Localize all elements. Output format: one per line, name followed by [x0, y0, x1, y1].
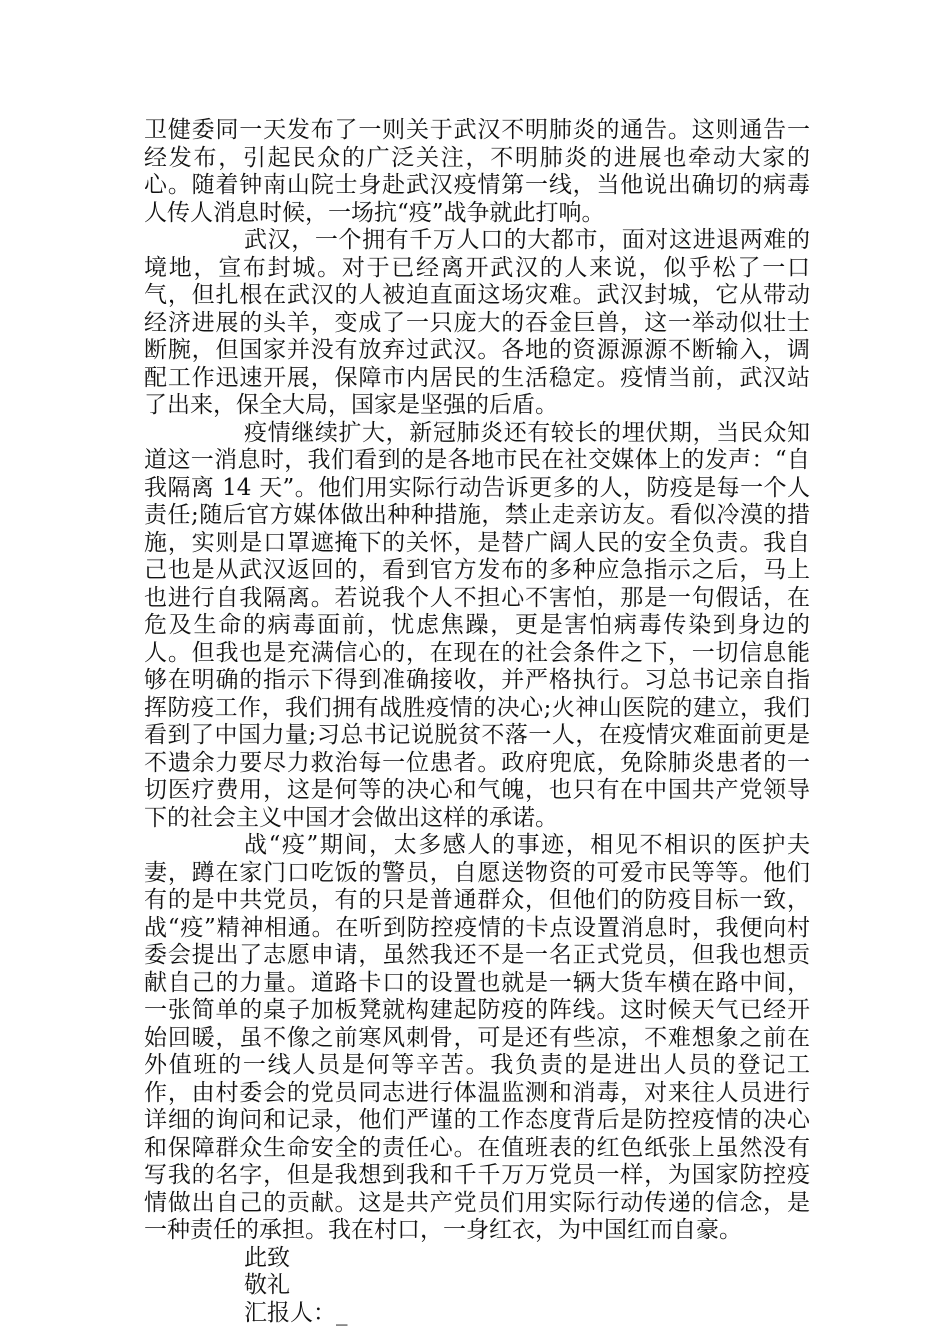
salutation-ci-zhi: 此致 [244, 1244, 290, 1271]
document-body [144, 117, 810, 1327]
paragraph-3: 疫情继续扩大，新冠肺炎还有较长的埋伏期，当民众知道这一消息时，我们看到的是各地市民在社交媒体上的发声：“自我隔离 14 天”。他们用实际行动告诉更多的人，防疫是每一个人责任;随后官方媒体做出种种措施，禁止走亲访友。看似冷漠的措施，实则是口罩遮掩下的关怀，是替广阔人民的安全负责。我自己也是从武汉返回的，看到官方发布的多种应急指示之后，马上也进行自我隔离。若说我个人不担心不害怕，那是一句假话，在危及生命的病毒面前，忧虑焦躁，更是害怕病毒传染到身边的人。但我也是充满信心的，在现在的社会条件之下，一切信息能够在明确的指示下得到准确接收，并严格执行。习总书记亲自指挥防疫工作，我们拥有战胜疫情的决心;火神山医院的建立，我们看到了中国力量;习总书记说脱贫不落一人，在疫情灾难面前更是不遗余力要尽力救治每一位患者。政府兜底，免除肺炎患者的一切医疗费用，这是何等的决心和气魄，也只有在中国共产党领导下的社会主义中国才会做出这样的承诺。 [144, 419, 810, 831]
paragraph-2: 武汉，一个拥有千万人口的大都市，面对这进退两难的境地，宣布封城。对于已经离开武汉的人来说，似乎松了一口气，但扎根在武汉的人被迫直面这场灾难。武汉封城，它从带动经济进展的头羊，变成了一只庞大的吞金巨兽，这一举动似壮士断腕，但国家并没有放弃过武汉。各地的资源源源不断输入，调配工作迅速开展，保障市内居民的生活稳定。疫情当前，武汉站了出来，保全大局，国家是坚强的后盾。 [144, 227, 810, 418]
paragraph-1: 卫健委同一天发布了一则关于武汉不明肺炎的通告。这则通告一经发布，引起民众的广泛关注，不明肺炎的进展也牵动大家的心。随着钟南山院士身赴武汉疫情第一线，当他说出确切的病毒人传人消息时候，一场抗“疫”战争就此打响。 [144, 117, 810, 226]
reporter-signature-line: 汇报人：_ [244, 1299, 348, 1326]
salutation-jing-li: 敬礼 [244, 1272, 290, 1298]
closing-block [144, 1245, 810, 1328]
paragraph-4: 战“疫”期间，太多感人的事迹，相见不相识的医护夫妻，蹲在家门口吃饭的警员，自愿送物资的可爱市民等等。他们有的是中共党员，有的只是普通群众，但他们的防疫目标一致，战“疫”精神相通。在听到防控疫情的卡点设置消息时，我便向村委会提出了志愿申请，虽然我还不是一名正式党员，但我也想贡献自己的力量。道路卡口的设置也就是一辆大货车横在路中间，一张简单的桌子加板凳就构建起防疫的阵线。这时候天气已经开始回暖，虽不像之前寒风刺骨，可是还有些凉，不难想象之前在外值班的一线人员是何等辛苦。我负责的是进出人员的登记工作，由村委会的党员同志进行体温监测和消毒，对来往人员进行详细的询问和记录，他们严谨的工作态度背后是防控疫情的决心和保障群众生命安全的责任心。在值班表的红色纸张上虽然没有写我的名字，但是我想到我和千千万万党员一样，为国家防控疫情做出自己的贡献。这是共产党员们用实际行动传递的信念，是一种责任的承担。我在村口，一身红衣，为中国红而自豪。 [144, 832, 810, 1243]
